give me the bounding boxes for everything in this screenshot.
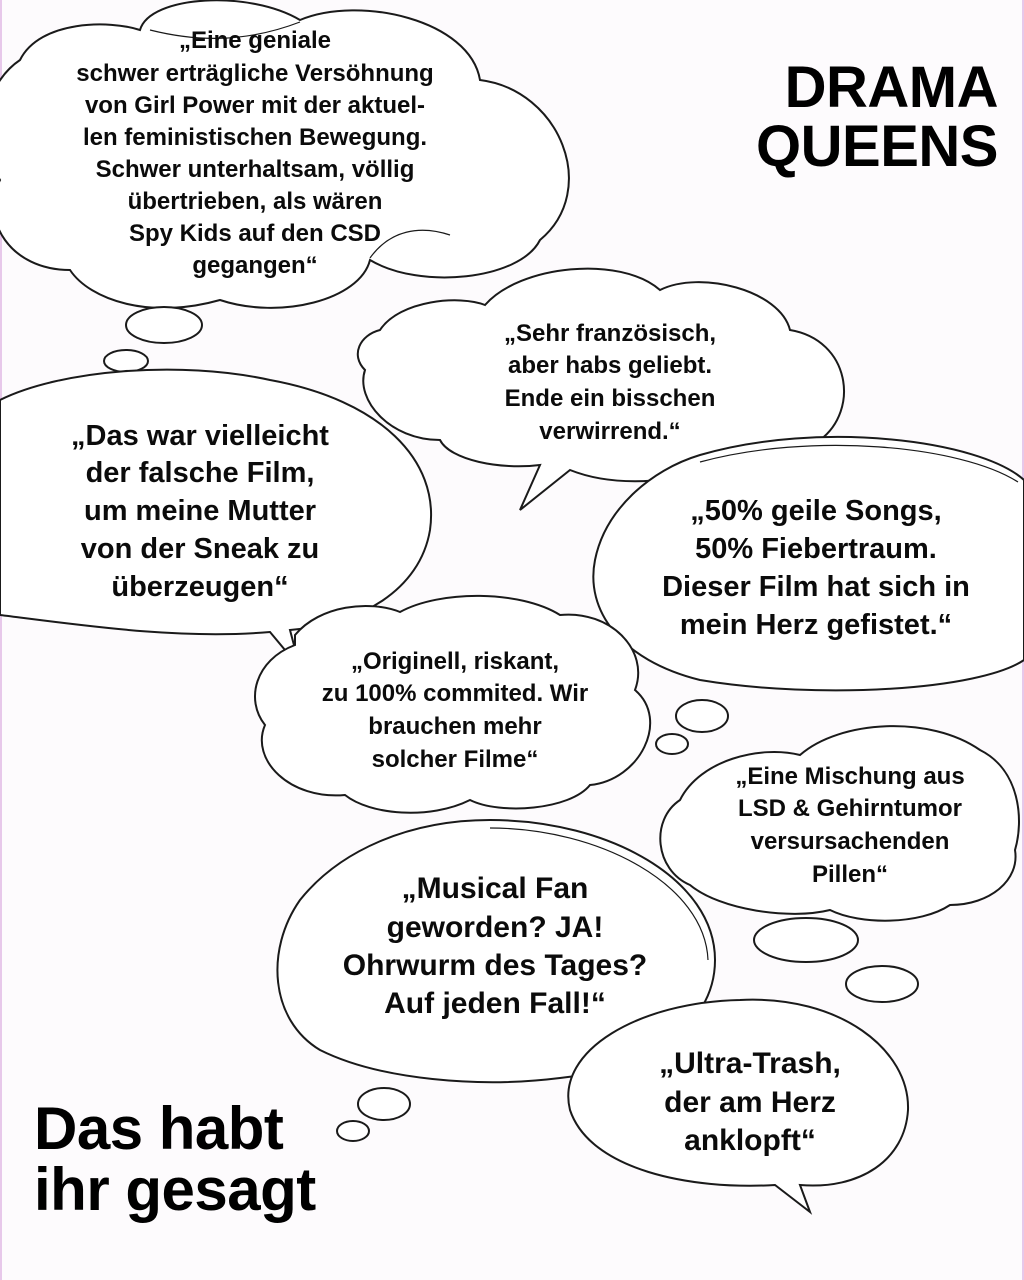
quote-2: „Sehr französisch, aber habs geliebt. Ende ein bisschen verwirrend.“ [503, 319, 717, 445]
quote-3: „Das war vielleicht der falsche Film, um meine Mutter von der Sneak zu überzeugen“ [71, 419, 329, 603]
thought-dot-5b [656, 734, 688, 754]
thought-dot-6b [846, 966, 918, 1002]
quote-8: „Ultra-Trash, der am Herz anklopft“ [659, 1047, 841, 1158]
thought-dot-1a [126, 307, 202, 343]
quote-1: „Eine geniale schwer erträgliche Versöhnung von Girl Power mit der aktuel- len feministischen Bewegung. Schwer unterhaltsam, völlig übertrieben, als wären Spy Kids auf den CSD gegangen“ [76, 27, 434, 280]
quote-6: „Eine Mischung aus LSD & Gehirntumor versursachenden Pillen“ [735, 762, 965, 888]
thought-dot-6a [754, 918, 858, 962]
thought-dot-5a [676, 700, 728, 732]
quote-4: „50% geile Songs, 50% Fiebertraum. Dieser Film hat sich in mein Herz gefistet.“ [662, 495, 970, 641]
title-drama-queens: DRAMA QUEENS [756, 55, 998, 180]
subtitle-das-habt-ihr-gesagt: Das habt ihr gesagt [34, 1095, 316, 1224]
quote-5: „Originell, riskant, zu 100% commited. Wir brauchen mehr solcher Filme“ [321, 647, 589, 773]
thought-dot-1b [104, 350, 148, 372]
quote-7: „Musical Fan geworden? JA! Ohrwurm des Tages? Auf jeden Fall!“ [342, 872, 648, 1021]
